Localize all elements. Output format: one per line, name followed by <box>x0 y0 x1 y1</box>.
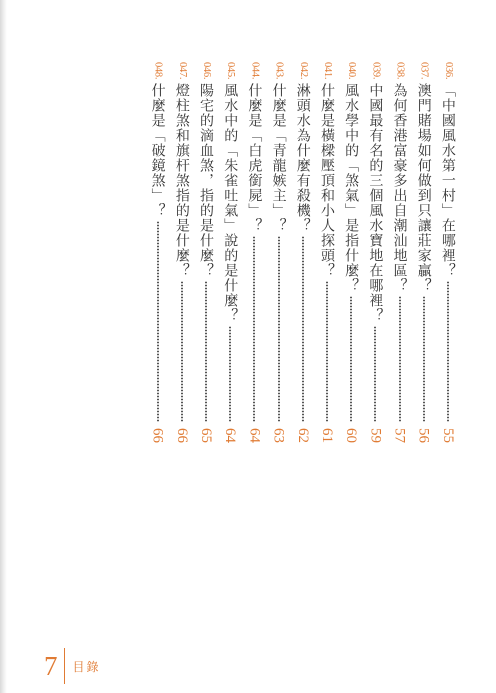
entry-title: 「中國風水第一村」在哪裡？ <box>439 83 456 278</box>
toc-entry[interactable] <box>363 62 387 454</box>
dot-leader <box>302 236 304 422</box>
toc-entry[interactable] <box>146 62 170 454</box>
entry-page: 66 <box>173 428 190 443</box>
entry-title: 什麼是「白虎銜屍」？ <box>246 83 263 233</box>
entry-title: 澳門賭場如何做到只讓莊家贏？ <box>415 83 432 293</box>
footer-section-label: 目錄 <box>72 659 101 674</box>
entry-number: 037. <box>418 62 430 80</box>
entry-number: 046. <box>201 62 213 80</box>
table-of-contents <box>120 62 460 454</box>
entry-page: 63 <box>270 428 287 443</box>
toc-entry[interactable] <box>170 62 194 454</box>
entry-number: 043. <box>273 62 285 80</box>
entry-page: 61 <box>318 428 335 443</box>
entry-number: 041. <box>321 62 333 80</box>
page-spine-shadow <box>0 0 7 693</box>
entry-number: 048. <box>152 62 164 80</box>
entry-page: 64 <box>246 428 263 443</box>
page-footer <box>44 650 101 682</box>
dot-leader <box>205 281 207 422</box>
entry-number: 042. <box>297 62 309 80</box>
entry-title: 陽宅的滴血煞，指的是什麼？ <box>198 83 215 278</box>
entry-page: 66 <box>149 428 166 443</box>
entry-page: 60 <box>343 428 360 443</box>
toc-entry[interactable] <box>315 62 339 454</box>
dot-leader <box>157 221 159 422</box>
toc-entry[interactable] <box>339 62 363 454</box>
entry-number: 045. <box>225 62 237 80</box>
dot-leader <box>181 281 183 422</box>
entry-title: 中國最有名的三個風水寶地在哪裡？ <box>367 83 384 323</box>
dot-leader <box>350 296 352 422</box>
dot-leader <box>326 281 328 422</box>
entry-page: 57 <box>391 428 408 443</box>
entry-title: 為何香港富豪多出自潮汕地區？ <box>391 83 408 293</box>
toc-entry[interactable] <box>194 62 218 454</box>
entry-number: 044. <box>249 62 261 80</box>
entry-number: 039. <box>370 62 382 80</box>
entry-page: 62 <box>294 428 311 443</box>
dot-leader <box>374 326 376 422</box>
entry-title: 風水中的「朱雀吐氣」說的是什麼？ <box>222 83 239 323</box>
toc-entry[interactable] <box>412 62 436 454</box>
toc-entry[interactable] <box>267 62 291 454</box>
entry-page: 64 <box>222 428 239 443</box>
dot-leader <box>278 236 280 422</box>
dot-leader <box>253 236 255 422</box>
footer-page-number: 7 <box>44 651 58 681</box>
toc-entry[interactable] <box>387 62 411 454</box>
dot-leader <box>423 296 425 422</box>
entry-title: 什麼是橫樑壓頂和小人探頭？ <box>318 83 335 278</box>
entry-title: 什麼是「青龍嫉主」？ <box>270 83 287 233</box>
entry-number: 036. <box>442 62 454 80</box>
entry-title: 風水學中的「煞氣」是指什麼？ <box>343 83 360 293</box>
dot-leader <box>229 326 231 422</box>
entry-title: 淋頭水為什麼有殺機？ <box>294 83 311 233</box>
toc-entry[interactable] <box>436 62 460 454</box>
entry-page: 55 <box>439 428 456 443</box>
toc-entry[interactable] <box>291 62 315 454</box>
entry-title: 什麼是「破鏡煞」？ <box>149 83 166 218</box>
toc-entry[interactable] <box>218 62 242 454</box>
entry-number: 047. <box>176 62 188 80</box>
toc-entry[interactable] <box>242 62 266 454</box>
entry-page: 65 <box>198 428 215 443</box>
entry-title: 燈柱煞和旗杆煞指的是什麼？ <box>173 83 190 278</box>
dot-leader <box>447 281 449 422</box>
entry-number: 040. <box>346 62 358 80</box>
entry-page: 59 <box>367 428 384 443</box>
dot-leader <box>399 296 401 422</box>
entry-page: 56 <box>415 428 432 443</box>
footer-divider <box>64 648 65 684</box>
entry-number: 038. <box>394 62 406 80</box>
